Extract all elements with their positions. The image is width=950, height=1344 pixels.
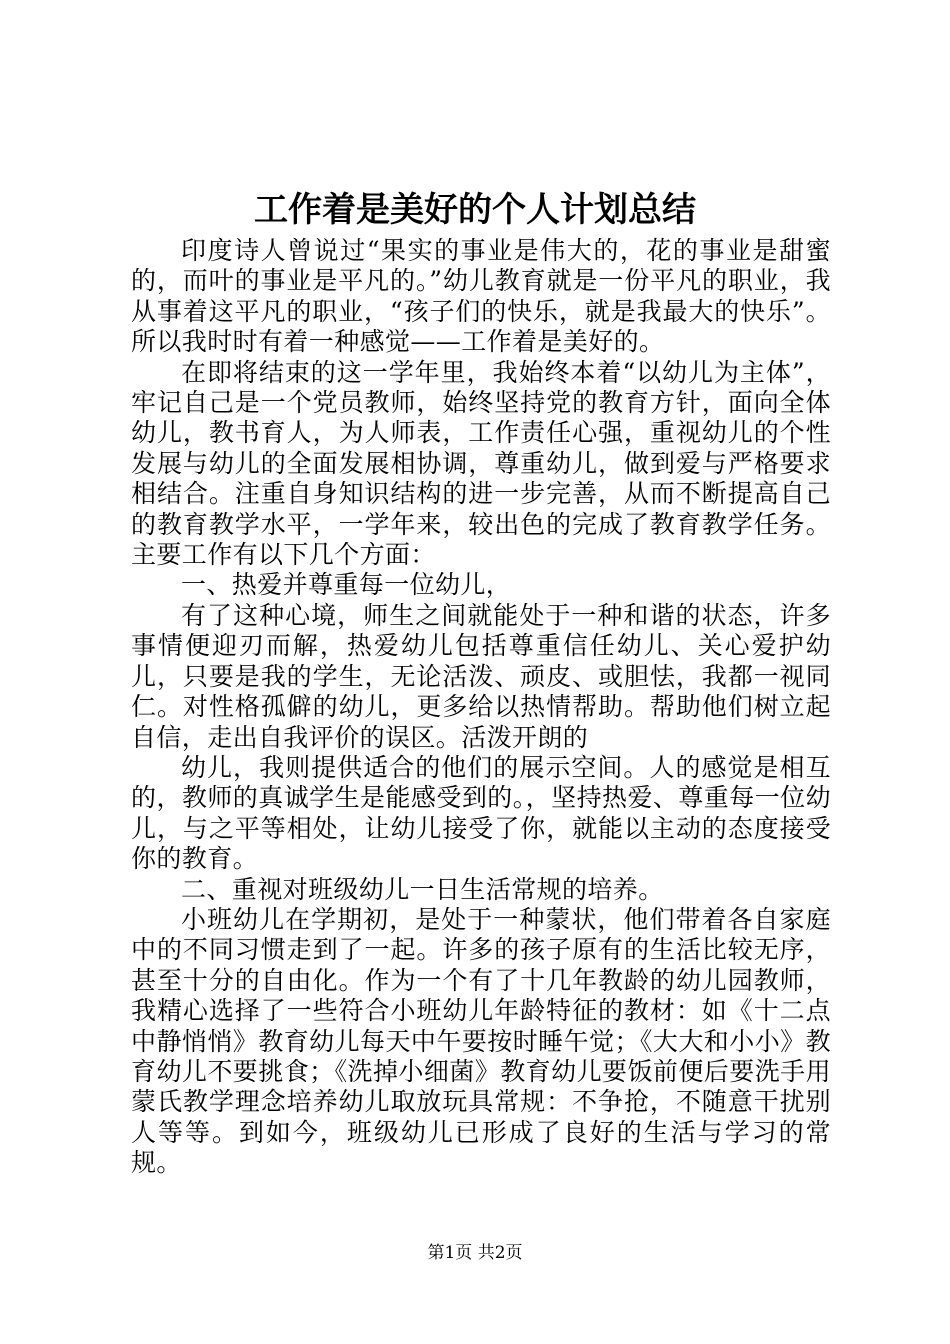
document-title: 工作着是美好的个人计划总结: [254, 190, 696, 230]
document-body: [131, 236, 831, 1179]
paragraph-section-1-a: 有了这种心境，师生之间就能处于一种和谐的状态，许多事情便迎刃而解，热爱幼儿包括尊重信任幼儿、关心爱护幼儿，只要是我的学生，无论活泼、顽皮、或胆怯，我都一视同仁。对性格孤僻的幼儿，更多给以热情帮助。帮助他们树立起自信，走出自我评价的误区。活泼开朗的: [131, 600, 831, 752]
section-heading-2: 二、重视对班级幼儿一日生活常规的培养。: [181, 874, 664, 904]
section-heading-1: 一、热爱并尊重每一位幼儿，: [181, 570, 512, 600]
page-footer: 第1页 共2页: [427, 1243, 523, 1263]
paragraph-section-2: 小班幼儿在学期初，是处于一种蒙状，他们带着各自家庭中的不同习惯走到了一起。许多的孩子原有的生活比较无序，甚至十分的自由化。作为一个有了十几年教龄的幼儿园教师，我精心选择了一些符合小班幼儿年龄特征的教材：如《十二点中静悄悄》教育幼儿每天中午要按时睡午觉；《大大和小小》教育幼儿不要挑食；《洗掉小细菌》教育幼儿要饭前便后要洗手用蒙氏教学理念培养幼儿取放玩具常规：不争抢，不随意干扰别人等等。到如今，班级幼儿已形成了良好的生活与学习的常规。: [131, 904, 831, 1178]
paragraph-intro: 印度诗人曾说过“果实的事业是伟大的，花的事业是甜蜜的，而叶的事业是平凡的。”幼儿教育就是一份平凡的职业，我从事着这平凡的职业，“孩子们的快乐，就是我最大的快乐”。所以我时时有着一种感觉——工作着是美好的。: [131, 236, 831, 357]
paragraph-section-1-b: 幼儿，我则提供适合的他们的展示空间。人的感觉是相互的，教师的真诚学生是能感受到的。，坚持热爱、尊重每一位幼儿，与之平等相处，让幼儿接受了你，就能以主动的态度接受你的教育。: [131, 752, 831, 874]
paragraph-overview: 在即将结束的这一学年里，我始终本着“以幼儿为主体”，牢记自己是一个党员教师，始终坚持党的教育方针，面向全体幼儿，教书育人，为人师表，工作责任心强，重视幼儿的个性发展与幼儿的全面发展相协调，尊重幼儿，做到爱与严格要求相结合。注重自身知识结构的进一步完善，从而不断提高自己的教育教学水平，一学年来，较出色的完成了教育教学任务。主要工作有以下几个方面：: [131, 357, 831, 570]
